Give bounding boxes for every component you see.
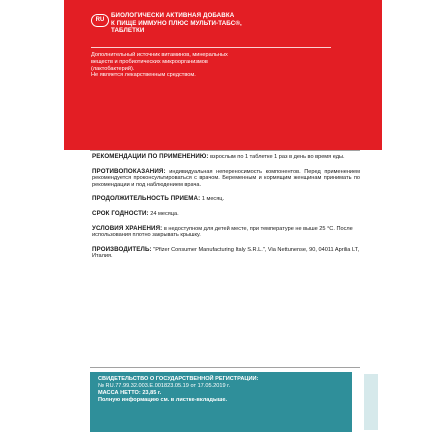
description-line: веществ и пробиотических микроорганизмов	[91, 58, 208, 65]
package-back-panel	[64, 0, 382, 448]
recommendations-label: РЕКОМЕНДАЦИИ ПО ПРИМЕНЕНИЮ:	[92, 153, 209, 160]
storage-label: УСЛОВИЯ ХРАНЕНИЯ:	[92, 224, 163, 232]
registration-title: СВИДЕТЕЛЬСТВО О ГОСУДАРСТВЕННОЙ РЕГИСТРАЦИИ:	[98, 376, 259, 382]
side-tint-block	[364, 374, 378, 430]
contraindications-label: ПРОТИВОПОКАЗАНИЯ:	[92, 167, 166, 175]
description-line: (лактобактерий).	[91, 65, 135, 72]
registration-number: № RU.77.99.32.003.Е.001823.05.19 от 17.05.2019 г.	[98, 383, 231, 389]
product-title	[111, 12, 311, 35]
storage-section	[92, 226, 360, 239]
recommendations-section	[92, 154, 360, 161]
net-mass: МАССА НЕТТО: 23,85 г.	[98, 390, 162, 396]
duration-text: 1 месяц.	[201, 196, 225, 203]
contraindications-section	[92, 169, 360, 189]
title-line: БИОЛОГИЧЕСКИ АКТИВНАЯ ДОБАВКА	[111, 12, 235, 19]
manufacturer-section	[92, 247, 360, 260]
shelf-life-label: СРОК ГОДНОСТИ:	[92, 209, 149, 217]
shelf-life-text: 24 месяца.	[150, 210, 179, 217]
info-text	[92, 154, 360, 268]
shelf-life-section	[92, 211, 360, 218]
storage-text: в недоступном для детей месте, при температуре не выше 25 °С. После использования плотно закрывать крышку.	[92, 225, 353, 239]
section-divider	[90, 367, 360, 368]
full-info-note: Полную информацию см. в листке-вкладыше.	[98, 397, 228, 403]
ru-badge-icon: RU	[91, 14, 109, 27]
title-line: ТАБЛЕТКИ	[111, 27, 145, 34]
manufacturer-text: "Pfizer Consumer Manufacturing Italy S.R.L.", Via Nettunense, 90, 04011 Aprilia LT, Италия.	[92, 246, 360, 260]
recommendations-text: взрослым по 1 таблетке 1 раз в день во время еды.	[210, 154, 345, 160]
not-medicine-note: Не является лекарственным средством.	[91, 72, 196, 79]
contraindications-text: индивидуальная непереносимость компонентов. Перед применением рекомендуется проконсультироваться с врачом. Беременным и кормящим женщинам принимать по рекомендации и под наблюдением врача.	[92, 168, 360, 188]
duration-section	[92, 196, 360, 203]
header-panel	[64, 0, 382, 150]
section-divider	[90, 150, 360, 151]
duration-label: ПРОДОЛЖИТЕЛЬНОСТЬ ПРИЕМА:	[92, 195, 201, 203]
registration-panel	[90, 372, 352, 432]
product-description	[91, 52, 339, 79]
description-line: Дополнительный источник витаминов, минеральных	[91, 52, 228, 58]
manufacturer-label: ПРОИЗВОДИТЕЛЬ:	[92, 245, 152, 253]
header-divider	[91, 47, 331, 48]
title-line: К ПИЩЕ ИММУНО ПЛЮС МУЛЬТИ-ТАБС®,	[111, 19, 242, 27]
